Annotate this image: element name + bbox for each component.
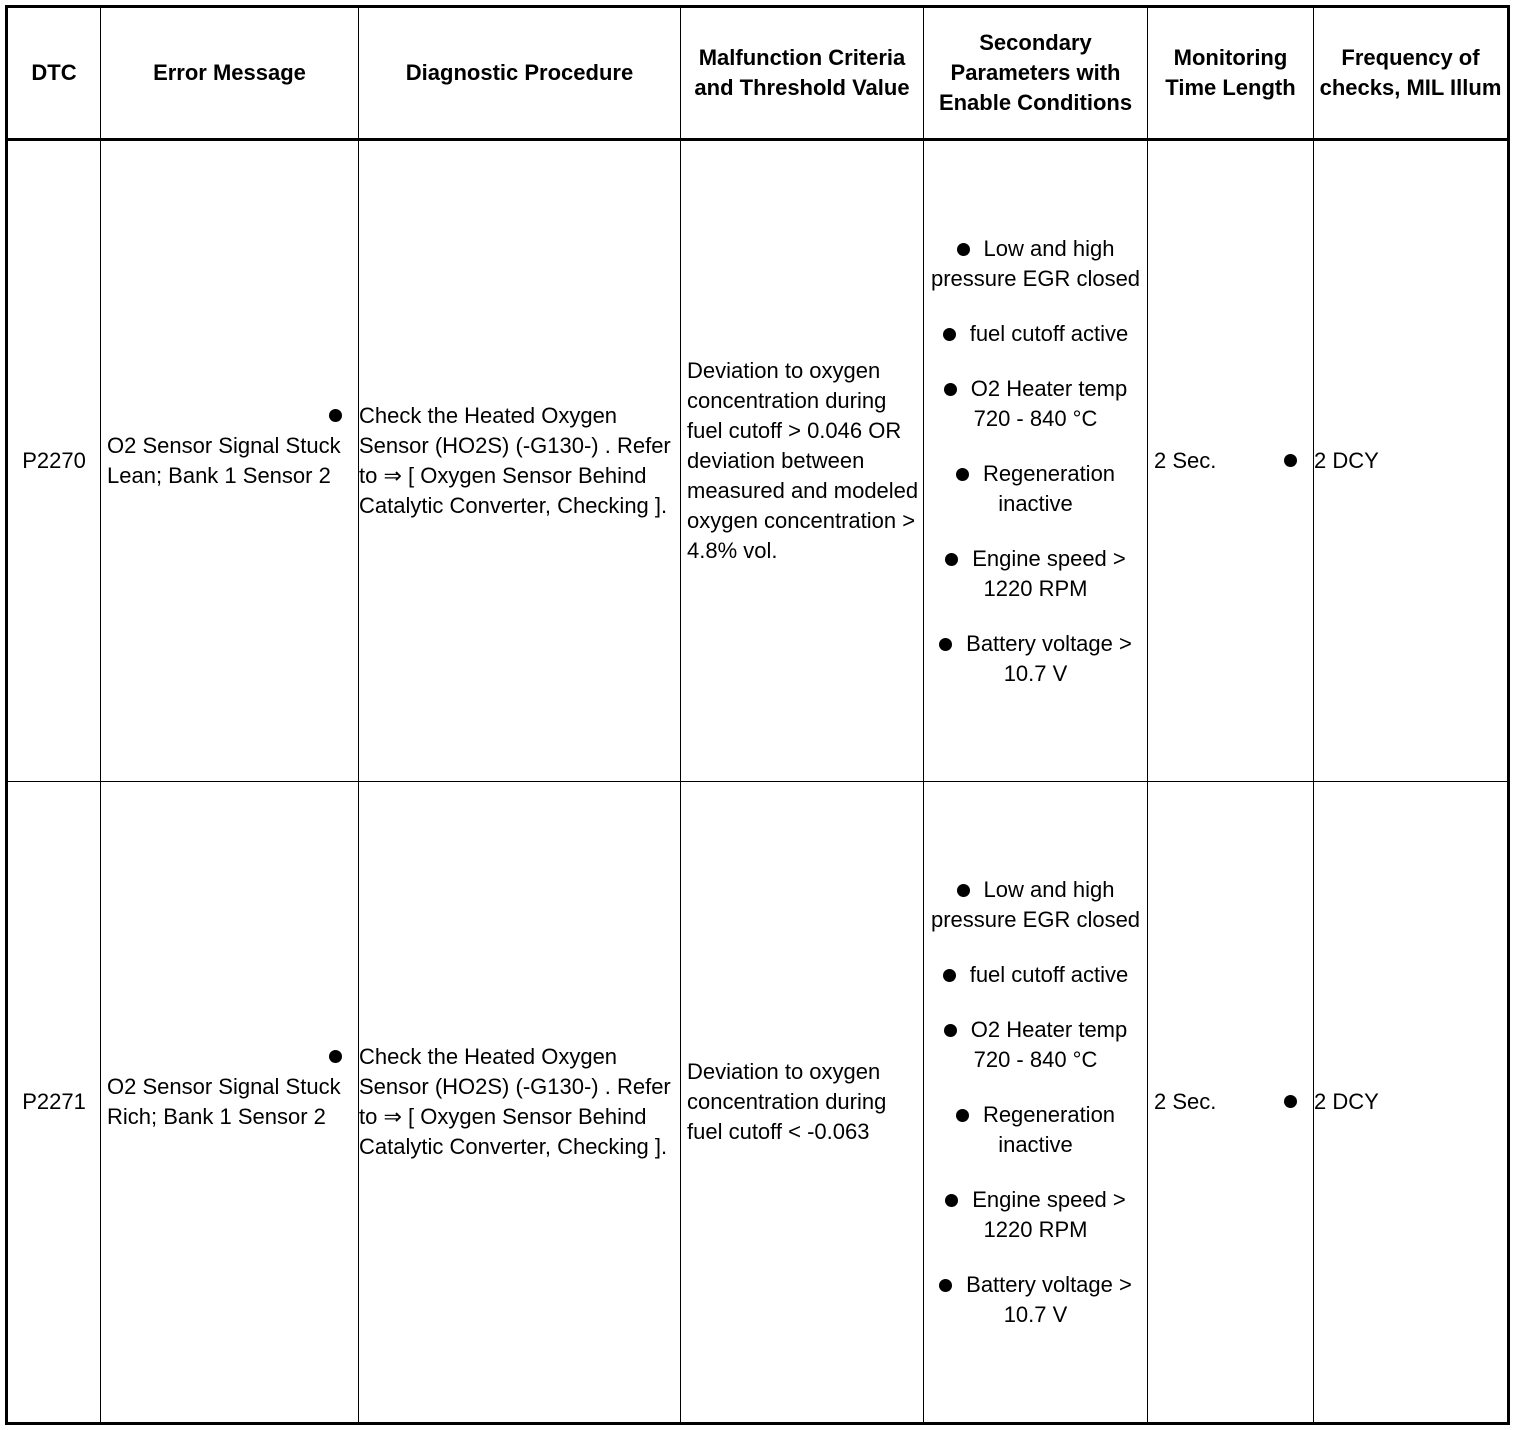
bullet-icon [945, 1194, 958, 1207]
error-message: O2 Sensor Signal Stuck Rich; Bank 1 Sensor 2 [101, 782, 359, 1424]
list-item [924, 374, 1147, 434]
procedure-list [359, 1042, 680, 1162]
list-item [924, 875, 1147, 935]
list-item [924, 1015, 1147, 1075]
header-error-message: Error Message [101, 7, 359, 140]
bullet-icon [329, 409, 342, 422]
malfunction-criteria: Deviation to oxygen concentration during fuel cutoff < -0.063 [681, 782, 924, 1424]
bullet-icon [944, 383, 957, 396]
header-malfunction-criteria: Malfunction Criteria and Threshold Value [681, 7, 924, 140]
bullet-icon [956, 468, 969, 481]
bullet-icon [943, 969, 956, 982]
table-row [7, 140, 1509, 782]
header-frequency: Frequency of checks, MIL Illum [1314, 7, 1509, 140]
header-monitoring-time: Monitoring Time Length [1148, 7, 1314, 140]
list-item [1314, 1087, 1507, 1117]
secondary-list [924, 234, 1147, 689]
list-item [924, 960, 1147, 990]
header-dtc: DTC [7, 7, 101, 140]
frequency-cell [1314, 782, 1509, 1424]
header-secondary-parameters: Secondary Parameters with Enable Conditions [924, 7, 1148, 140]
secondary-param: fuel cutoff active [969, 961, 1129, 987]
list-item [924, 1100, 1147, 1160]
dtc-table [5, 5, 1510, 1425]
dtc-code: P2271 [7, 782, 101, 1424]
list-item [359, 1042, 680, 1162]
secondary-parameters-cell [924, 782, 1148, 1424]
error-message: O2 Sensor Signal Stuck Lean; Bank 1 Sensor 2 [101, 140, 359, 782]
bullet-icon [1284, 1095, 1297, 1108]
secondary-param: Battery voltage > 10.7 V [966, 1271, 1132, 1327]
header-diagnostic-procedure: Diagnostic Procedure [359, 7, 681, 140]
bullet-icon [1284, 454, 1297, 467]
monitoring-time: 2 Sec. [1148, 782, 1314, 1424]
list-item [924, 544, 1147, 604]
bullet-icon [957, 884, 970, 897]
diagnostic-procedure-cell [359, 782, 681, 1424]
list-item [924, 629, 1147, 689]
secondary-param: Battery voltage > 10.7 V [966, 630, 1132, 686]
procedure-text: Check the Heated Oxygen Sensor (HO2S) (-G130-) . Refer to ⇒ [ Oxygen Sensor Behind Catalytic Converter, Checking ]. [359, 403, 671, 518]
list-item [924, 459, 1147, 519]
frequency-text: 2 DCY [1314, 448, 1379, 473]
procedure-text: Check the Heated Oxygen Sensor (HO2S) (-G130-) . Refer to ⇒ [ Oxygen Sensor Behind Catalytic Converter, Checking ]. [359, 1044, 671, 1159]
bullet-icon [944, 1024, 957, 1037]
dtc-code: P2270 [7, 140, 101, 782]
list-item [924, 1185, 1147, 1245]
secondary-param: Engine speed > 1220 RPM [972, 545, 1126, 601]
bullet-icon [957, 243, 970, 256]
bullet-icon [943, 328, 956, 341]
secondary-parameters-cell [924, 140, 1148, 782]
secondary-param: Regeneration inactive [982, 1101, 1116, 1157]
bullet-icon [939, 1279, 952, 1292]
bullet-icon [956, 1109, 969, 1122]
secondary-param: Regeneration inactive [982, 460, 1116, 516]
frequency-list [1314, 1087, 1507, 1117]
diagnostic-procedure-cell [359, 140, 681, 782]
secondary-param: O2 Heater temp 720 - 840 °C [970, 375, 1128, 431]
secondary-param: O2 Heater temp 720 - 840 °C [970, 1016, 1128, 1072]
malfunction-criteria: Deviation to oxygen concentration during fuel cutoff > 0.046 OR deviation between measured and modeled oxygen concentration > 4.8% vol. [681, 140, 924, 782]
frequency-text: 2 DCY [1314, 1089, 1379, 1114]
secondary-param: Engine speed > 1220 RPM [972, 1186, 1126, 1242]
header-row [7, 7, 1509, 140]
frequency-cell [1314, 140, 1509, 782]
list-item [359, 401, 680, 521]
secondary-param: fuel cutoff active [969, 320, 1129, 346]
procedure-list [359, 401, 680, 521]
list-item [924, 319, 1147, 349]
list-item [924, 1270, 1147, 1330]
bullet-icon [329, 1050, 342, 1063]
monitoring-time: 2 Sec. [1148, 140, 1314, 782]
list-item [1314, 446, 1507, 476]
secondary-param: Low and high pressure EGR closed [930, 235, 1141, 291]
frequency-list [1314, 446, 1507, 476]
list-item [924, 234, 1147, 294]
secondary-list [924, 875, 1147, 1330]
bullet-icon [939, 638, 952, 651]
bullet-icon [945, 553, 958, 566]
secondary-param: Low and high pressure EGR closed [930, 876, 1141, 932]
table-row [7, 782, 1509, 1424]
